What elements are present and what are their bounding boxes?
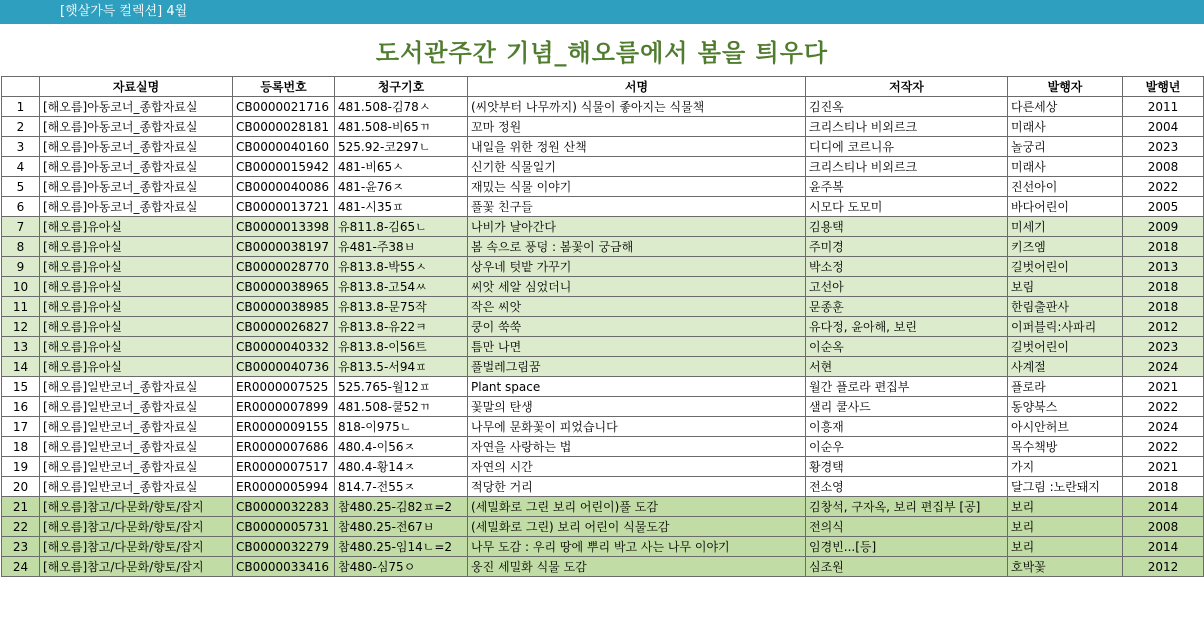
cell-room[interactable]: [해오름]참고/다문화/향토/잡지 [40, 557, 233, 577]
table-row [2, 157, 1204, 177]
cell-room[interactable]: [해오름]일반코너_종합자료실 [40, 457, 233, 477]
cell-room[interactable]: [해오름]참고/다문화/향토/잡지 [40, 537, 233, 557]
cell-room[interactable]: [해오름]유아실 [40, 317, 233, 337]
cell-index[interactable]: 14 [2, 357, 40, 377]
cell-author[interactable]: 박소정 [806, 257, 1008, 277]
cell-index[interactable]: 6 [2, 197, 40, 217]
col-header-index[interactable] [2, 77, 40, 97]
table-row [2, 177, 1204, 197]
cell-reg-no[interactable]: CB0000038985 [233, 297, 335, 317]
cell-book-title[interactable]: 상우네 텃밭 가꾸기 [468, 257, 806, 277]
cell-publisher[interactable]: 동양북스 [1008, 397, 1123, 417]
cell-book-title[interactable]: 나무에 문화꽃이 피었습니다 [468, 417, 806, 437]
cell-room[interactable]: [해오름]일반코너_종합자료실 [40, 477, 233, 497]
cell-call-no[interactable]: 481-비65ㅅ [335, 157, 468, 177]
cell-publisher[interactable]: 사계절 [1008, 357, 1123, 377]
cell-author[interactable]: 이흥재 [806, 417, 1008, 437]
cell-book-title[interactable]: 나무 도감 : 우리 땅에 뿌리 박고 사는 나무 이야기 [468, 537, 806, 557]
cell-index[interactable]: 4 [2, 157, 40, 177]
cell-author[interactable]: 전소영 [806, 477, 1008, 497]
cell-reg-no[interactable]: CB0000013398 [233, 217, 335, 237]
table-row [2, 297, 1204, 317]
cell-book-title[interactable]: 재밌는 식물 이야기 [468, 177, 806, 197]
cell-author[interactable]: 황경택 [806, 457, 1008, 477]
cell-publisher[interactable]: 보림 [1008, 277, 1123, 297]
cell-reg-no[interactable]: CB0000005731 [233, 517, 335, 537]
table-row [2, 197, 1204, 217]
cell-index[interactable]: 15 [2, 377, 40, 397]
cell-author[interactable]: 유다정, 윤아해, 보린 [806, 317, 1008, 337]
cell-author[interactable]: 이순우 [806, 437, 1008, 457]
cell-book-title[interactable]: (씨앗부터 나무까지) 식물이 좋아지는 식물책 [468, 97, 806, 117]
cell-author[interactable]: 고선아 [806, 277, 1008, 297]
cell-room[interactable]: [해오름]아동코너_종합자료실 [40, 117, 233, 137]
cell-year[interactable]: 2024 [1123, 417, 1204, 437]
cell-reg-no[interactable]: CB0000040736 [233, 357, 335, 377]
table-row [2, 377, 1204, 397]
page-title: 도서관주간 기념_해오름에서 봄을 틔우다 [375, 38, 829, 67]
cell-author[interactable]: 서현 [806, 357, 1008, 377]
cell-index[interactable]: 20 [2, 477, 40, 497]
cell-publisher[interactable]: 목수책방 [1008, 437, 1123, 457]
cell-room[interactable]: [해오름]일반코너_종합자료실 [40, 377, 233, 397]
cell-book-title[interactable]: 쿵이 쑥쑥 [468, 317, 806, 337]
cell-year[interactable]: 2012 [1123, 317, 1204, 337]
cell-year[interactable]: 2005 [1123, 197, 1204, 217]
cell-room[interactable]: [해오름]아동코너_종합자료실 [40, 137, 233, 157]
cell-author[interactable]: 월간 플로라 편집부 [806, 377, 1008, 397]
cell-index[interactable]: 1 [2, 97, 40, 117]
cell-year[interactable]: 2008 [1123, 157, 1204, 177]
cell-call-no[interactable]: 유813.8-이56트 [335, 337, 468, 357]
banner [0, 0, 1204, 24]
cell-index[interactable]: 12 [2, 317, 40, 337]
cell-call-no[interactable]: 481.508-비65ㄲ [335, 117, 468, 137]
cell-reg-no[interactable]: CB0000040086 [233, 177, 335, 197]
banner-text: [햇살가득 컬렉션] 4월 [60, 4, 188, 19]
cell-year[interactable]: 2018 [1123, 237, 1204, 257]
cell-room[interactable]: [해오름]참고/다문화/향토/잡지 [40, 497, 233, 517]
cell-room[interactable]: [해오름]참고/다문화/향토/잡지 [40, 517, 233, 537]
cell-reg-no[interactable]: ER0000005994 [233, 477, 335, 497]
cell-call-no[interactable]: 818-이975ㄴ [335, 417, 468, 437]
cell-call-no[interactable]: 525.765-월12ㅍ [335, 377, 468, 397]
cell-room[interactable]: [해오름]유아실 [40, 277, 233, 297]
cell-year[interactable]: 2004 [1123, 117, 1204, 137]
cell-year[interactable]: 2014 [1123, 537, 1204, 557]
cell-book-title[interactable]: Plant space [468, 377, 806, 397]
cell-book-title[interactable]: 웅진 세밀화 식물 도감 [468, 557, 806, 577]
cell-publisher[interactable]: 미세기 [1008, 217, 1123, 237]
cell-reg-no[interactable]: CB0000040332 [233, 337, 335, 357]
cell-author[interactable]: 시모다 도모미 [806, 197, 1008, 217]
cell-book-title[interactable]: 틈만 나면 [468, 337, 806, 357]
cell-author[interactable]: 김진옥 [806, 97, 1008, 117]
cell-book-title[interactable]: 봄 속으로 풍덩 : 봄꽃이 궁금해 [468, 237, 806, 257]
table-row [2, 217, 1204, 237]
cell-publisher[interactable]: 아시안허브 [1008, 417, 1123, 437]
table-row [2, 437, 1204, 457]
cell-index[interactable]: 13 [2, 337, 40, 357]
cell-room[interactable]: [해오름]일반코너_종합자료실 [40, 437, 233, 457]
cell-year[interactable]: 2018 [1123, 297, 1204, 317]
cell-room[interactable]: [해오름]아동코너_종합자료실 [40, 97, 233, 117]
cell-publisher[interactable]: 보리 [1008, 537, 1123, 557]
cell-reg-no[interactable]: CB0000026827 [233, 317, 335, 337]
cell-call-no[interactable]: 참480.25-김82ㅍ=2 [335, 497, 468, 517]
cell-call-no[interactable]: 481.508-쿨52ㄲ [335, 397, 468, 417]
cell-call-no[interactable]: 유813.8-문75작 [335, 297, 468, 317]
cell-room[interactable]: [해오름]유아실 [40, 297, 233, 317]
table-row [2, 317, 1204, 337]
cell-year[interactable]: 2021 [1123, 457, 1204, 477]
table-row [2, 257, 1204, 277]
cell-reg-no[interactable]: ER0000007899 [233, 397, 335, 417]
cell-index[interactable]: 9 [2, 257, 40, 277]
cell-index[interactable]: 11 [2, 297, 40, 317]
cell-book-title[interactable]: 자연을 사랑하는 법 [468, 437, 806, 457]
cell-call-no[interactable]: 480.4-황14ㅈ [335, 457, 468, 477]
cell-publisher[interactable]: 다른세상 [1008, 97, 1123, 117]
cell-publisher[interactable]: 놀궁리 [1008, 137, 1123, 157]
cell-publisher[interactable]: 한림출판사 [1008, 297, 1123, 317]
cell-reg-no[interactable]: CB0000038197 [233, 237, 335, 257]
cell-room[interactable]: [해오름]유아실 [40, 237, 233, 257]
cell-year[interactable]: 2022 [1123, 177, 1204, 197]
cell-publisher[interactable]: 키즈엠 [1008, 237, 1123, 257]
cell-year[interactable]: 2018 [1123, 277, 1204, 297]
cell-call-no[interactable]: 481-시35ㅍ [335, 197, 468, 217]
cell-publisher[interactable]: 길벗어린이 [1008, 257, 1123, 277]
cell-book-title[interactable]: (세밀화로 그린) 보리 어린이 식물도감 [468, 517, 806, 537]
cell-reg-no[interactable]: CB0000040160 [233, 137, 335, 157]
cell-room[interactable]: [해오름]유아실 [40, 217, 233, 237]
cell-publisher[interactable]: 미래사 [1008, 157, 1123, 177]
cell-publisher[interactable]: 보리 [1008, 517, 1123, 537]
cell-publisher[interactable]: 플로라 [1008, 377, 1123, 397]
cell-reg-no[interactable]: CB0000033416 [233, 557, 335, 577]
table-row [2, 517, 1204, 537]
cell-index[interactable]: 10 [2, 277, 40, 297]
table-row [2, 417, 1204, 437]
cell-book-title[interactable]: 자연의 시간 [468, 457, 806, 477]
table-row [2, 117, 1204, 137]
cell-room[interactable]: [해오름]일반코너_종합자료실 [40, 417, 233, 437]
col-header-reg-no[interactable]: 등록번호 [233, 77, 335, 97]
cell-call-no[interactable]: 814.7-전55ㅈ [335, 477, 468, 497]
cell-year[interactable]: 2012 [1123, 557, 1204, 577]
cell-publisher[interactable]: 보리 [1008, 497, 1123, 517]
cell-index[interactable]: 7 [2, 217, 40, 237]
cell-publisher[interactable]: 가지 [1008, 457, 1123, 477]
cell-reg-no[interactable]: CB0000032279 [233, 537, 335, 557]
cell-year[interactable]: 2011 [1123, 97, 1204, 117]
cell-call-no[interactable]: 유481-주38ㅂ [335, 237, 468, 257]
cell-publisher[interactable]: 호박꽃 [1008, 557, 1123, 577]
cell-reg-no[interactable]: CB0000028770 [233, 257, 335, 277]
cell-call-no[interactable]: 481.508-김78ㅅ [335, 97, 468, 117]
cell-author[interactable]: 김창석, 구자옥, 보리 편집부 [공] [806, 497, 1008, 517]
cell-book-title[interactable]: 작은 씨앗 [468, 297, 806, 317]
table-row [2, 337, 1204, 357]
cell-reg-no[interactable]: CB0000013721 [233, 197, 335, 217]
cell-index[interactable]: 18 [2, 437, 40, 457]
cell-index[interactable]: 5 [2, 177, 40, 197]
cell-reg-no[interactable]: CB0000015942 [233, 157, 335, 177]
cell-room[interactable]: [해오름]아동코너_종합자료실 [40, 157, 233, 177]
cell-author[interactable]: 크리스티나 비외르크 [806, 157, 1008, 177]
cell-call-no[interactable]: 참480.25-전67ㅂ [335, 517, 468, 537]
cell-book-title[interactable]: 신기한 식물일기 [468, 157, 806, 177]
cell-author[interactable]: 샐리 쿨사드 [806, 397, 1008, 417]
cell-room[interactable]: [해오름]유아실 [40, 357, 233, 377]
cell-index[interactable]: 2 [2, 117, 40, 137]
col-header-room[interactable]: 자료실명 [40, 77, 233, 97]
cell-index[interactable]: 21 [2, 497, 40, 517]
cell-room[interactable]: [해오름]유아실 [40, 337, 233, 357]
cell-year[interactable]: 2018 [1123, 477, 1204, 497]
cell-year[interactable]: 2022 [1123, 397, 1204, 417]
cell-year[interactable]: 2013 [1123, 257, 1204, 277]
col-header-author[interactable]: 저작자 [806, 77, 1008, 97]
cell-author[interactable]: 심조원 [806, 557, 1008, 577]
cell-index[interactable]: 8 [2, 237, 40, 257]
col-header-publisher[interactable]: 발행자 [1008, 77, 1123, 97]
cell-reg-no[interactable]: ER0000007686 [233, 437, 335, 457]
table-row [2, 537, 1204, 557]
table-row [2, 477, 1204, 497]
cell-call-no[interactable]: 유813.5-서94ㅍ [335, 357, 468, 377]
col-header-book-title[interactable]: 서명 [468, 77, 806, 97]
cell-publisher[interactable]: 길벗어린이 [1008, 337, 1123, 357]
cell-publisher[interactable]: 바다어린이 [1008, 197, 1123, 217]
cell-reg-no[interactable]: ER0000009155 [233, 417, 335, 437]
cell-reg-no[interactable]: CB0000038965 [233, 277, 335, 297]
table-header-row [2, 77, 1204, 97]
cell-call-no[interactable]: 480.4-이56ㅈ [335, 437, 468, 457]
table-row [2, 237, 1204, 257]
cell-book-title[interactable]: 풀벌레그림꿈 [468, 357, 806, 377]
table-row [2, 97, 1204, 117]
cell-index[interactable]: 16 [2, 397, 40, 417]
cell-call-no[interactable]: 481-윤76ㅈ [335, 177, 468, 197]
cell-room[interactable]: [해오름]유아실 [40, 257, 233, 277]
cell-room[interactable]: [해오름]아동코너_종합자료실 [40, 177, 233, 197]
col-header-call-no[interactable]: 청구기호 [335, 77, 468, 97]
cell-year[interactable]: 2014 [1123, 497, 1204, 517]
cell-book-title[interactable]: 나비가 날아간다 [468, 217, 806, 237]
cell-publisher[interactable]: 달그림 :노란돼지 [1008, 477, 1123, 497]
table-row [2, 277, 1204, 297]
cell-reg-no[interactable]: CB0000032283 [233, 497, 335, 517]
cell-book-title[interactable]: 씨앗 세알 심었더니 [468, 277, 806, 297]
cell-author[interactable]: 이순옥 [806, 337, 1008, 357]
cell-room[interactable]: [해오름]일반코너_종합자료실 [40, 397, 233, 417]
cell-call-no[interactable]: 유813.8-박55ㅅ [335, 257, 468, 277]
table-row [2, 497, 1204, 517]
cell-index[interactable]: 22 [2, 517, 40, 537]
cell-year[interactable]: 2023 [1123, 137, 1204, 157]
cell-index[interactable]: 19 [2, 457, 40, 477]
cell-year[interactable]: 2022 [1123, 437, 1204, 457]
cell-book-title[interactable]: (세밀화로 그린 보리 어린이)풀 도감 [468, 497, 806, 517]
table-row [2, 357, 1204, 377]
cell-book-title[interactable]: 꼬마 정원 [468, 117, 806, 137]
cell-index[interactable]: 17 [2, 417, 40, 437]
cell-call-no[interactable]: 참480.25-임14ㄴ=2 [335, 537, 468, 557]
table-row [2, 557, 1204, 577]
cell-index[interactable]: 23 [2, 537, 40, 557]
cell-index[interactable]: 3 [2, 137, 40, 157]
cell-year[interactable]: 2023 [1123, 337, 1204, 357]
cell-index[interactable]: 24 [2, 557, 40, 577]
cell-year[interactable]: 2008 [1123, 517, 1204, 537]
table-row [2, 137, 1204, 157]
cell-author[interactable]: 디디에 코르니유 [806, 137, 1008, 157]
cell-year[interactable]: 2009 [1123, 217, 1204, 237]
cell-publisher[interactable]: 이퍼블릭:사파리 [1008, 317, 1123, 337]
cell-call-no[interactable]: 유813.8-유22ㅋ [335, 317, 468, 337]
cell-book-title[interactable]: 꽃말의 탄생 [468, 397, 806, 417]
cell-reg-no[interactable]: ER0000007517 [233, 457, 335, 477]
cell-reg-no[interactable]: CB0000028181 [233, 117, 335, 137]
cell-author[interactable]: 크리스티나 비외르크 [806, 117, 1008, 137]
col-header-year[interactable]: 발행년 [1123, 77, 1204, 97]
cell-book-title[interactable]: 풀꽃 친구들 [468, 197, 806, 217]
cell-publisher[interactable]: 미래사 [1008, 117, 1123, 137]
cell-room[interactable]: [해오름]아동코너_종합자료실 [40, 197, 233, 217]
cell-author[interactable]: 김용택 [806, 217, 1008, 237]
book-table [1, 76, 1204, 577]
cell-call-no[interactable]: 유813.8-고54ㅆ [335, 277, 468, 297]
cell-book-title[interactable]: 적당한 거리 [468, 477, 806, 497]
cell-publisher[interactable]: 진선아이 [1008, 177, 1123, 197]
cell-call-no[interactable]: 참480-심75ㅇ [335, 557, 468, 577]
cell-call-no[interactable]: 유811.8-김65ㄴ [335, 217, 468, 237]
cell-reg-no[interactable]: CB0000021716 [233, 97, 335, 117]
cell-call-no[interactable]: 525.92-코297ㄴ [335, 137, 468, 157]
cell-author[interactable]: 임경빈...[등] [806, 537, 1008, 557]
table-row [2, 457, 1204, 477]
cell-author[interactable]: 문종훈 [806, 297, 1008, 317]
table-row [2, 397, 1204, 417]
cell-author[interactable]: 전의식 [806, 517, 1008, 537]
cell-book-title[interactable]: 내일을 위한 정원 산책 [468, 137, 806, 157]
cell-year[interactable]: 2021 [1123, 377, 1204, 397]
cell-year[interactable]: 2024 [1123, 357, 1204, 377]
cell-author[interactable]: 주미경 [806, 237, 1008, 257]
cell-author[interactable]: 윤주복 [806, 177, 1008, 197]
cell-reg-no[interactable]: ER0000007525 [233, 377, 335, 397]
